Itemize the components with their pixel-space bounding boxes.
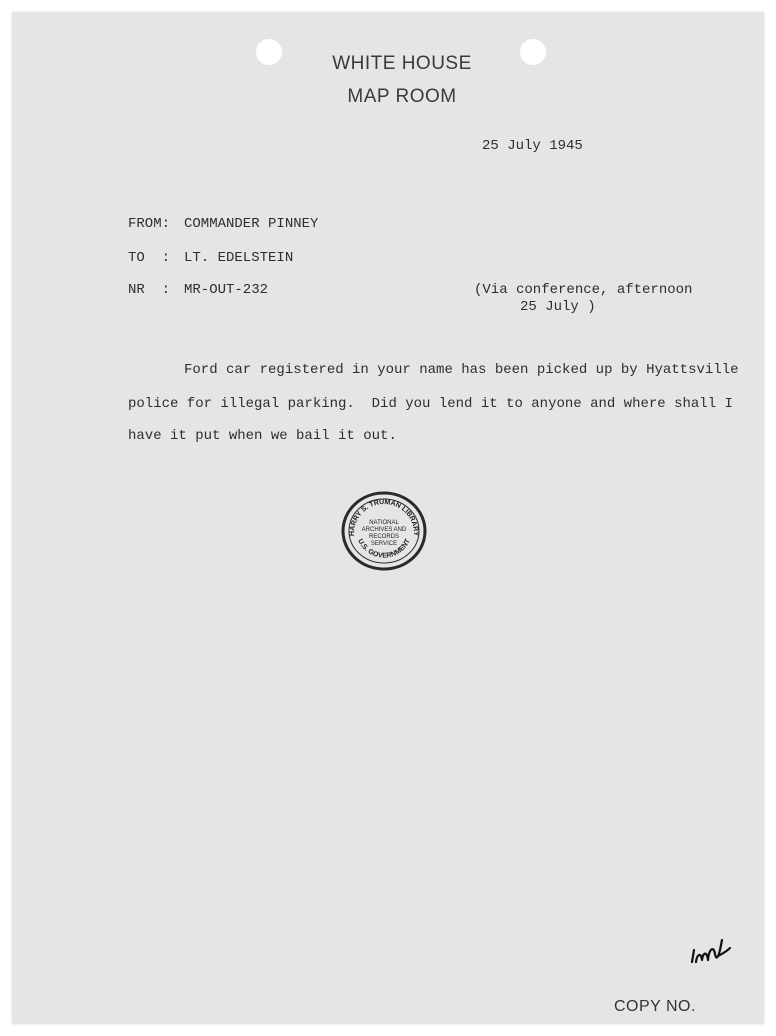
header-map-room: MAP ROOM bbox=[347, 86, 457, 107]
body-line-1: Ford car registered in your name has been picked up by Hyattsville bbox=[184, 362, 739, 378]
copy-number-label: COPY NO. bbox=[614, 998, 696, 1015]
to-label: TO : bbox=[128, 250, 171, 266]
stamp-center-2: ARCHIVES AND bbox=[361, 527, 407, 533]
to-value: LT. EDELSTEIN bbox=[184, 250, 294, 266]
header-white-house: WHITE HOUSE bbox=[332, 53, 472, 74]
document-date: 25 July 1945 bbox=[482, 138, 583, 154]
from-label: FROM: bbox=[128, 216, 171, 232]
archives-stamp bbox=[340, 490, 428, 572]
stamp-center-1: NATIONAL bbox=[369, 520, 399, 526]
stamp-arc-bottom: U.S. GOVERNMENT bbox=[356, 537, 412, 560]
via-note-line1: (Via conference, afternoon bbox=[474, 282, 693, 298]
handwritten-initials bbox=[688, 936, 734, 968]
body-line-3: have it put when we bail it out. bbox=[128, 428, 397, 444]
document-page bbox=[12, 12, 764, 1024]
from-value: COMMANDER PINNEY bbox=[184, 216, 319, 232]
nr-value: MR-OUT-232 bbox=[184, 282, 269, 298]
via-note-line2: 25 July ) bbox=[520, 299, 596, 315]
stamp-arc-top: HARRY S. TRUMAN LIBRARY bbox=[348, 498, 420, 537]
stamp-center-4: SERVICE bbox=[370, 541, 398, 547]
stamp-center-3: RECORDS bbox=[368, 534, 400, 540]
nr-label: NR : bbox=[128, 282, 171, 298]
body-line-2: police for illegal parking. Did you lend it to anyone and where shall I bbox=[128, 396, 733, 412]
